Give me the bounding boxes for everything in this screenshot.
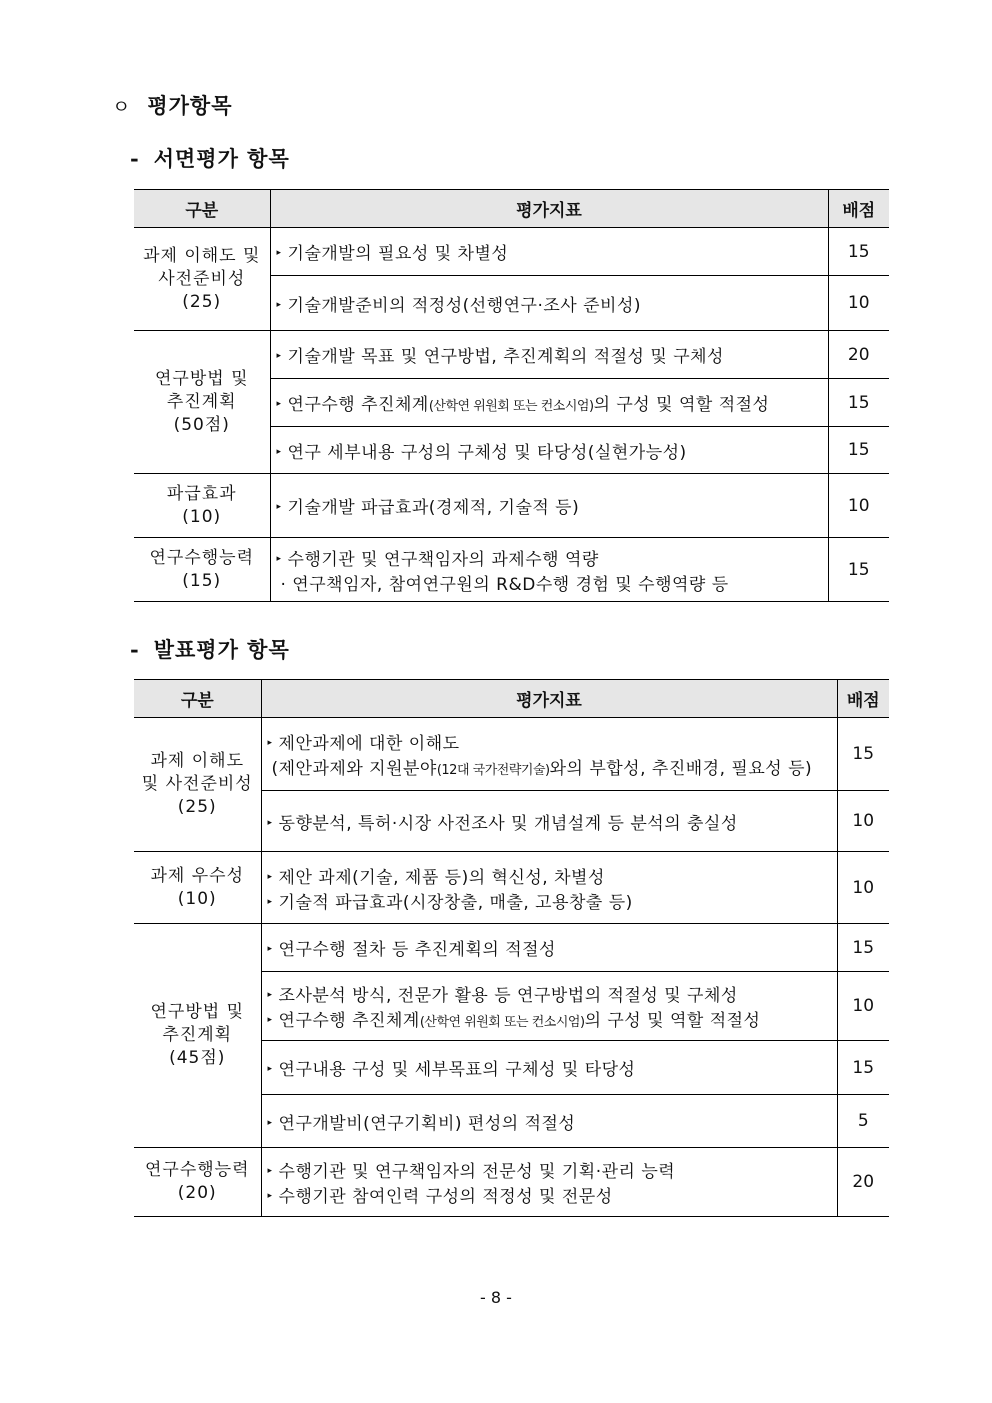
indicator-text: 기술개발 목표 및 연구방법, 추진계획의 적절성 및 구체성 [287, 347, 724, 367]
triangle-bullet-icon: ▸ [267, 1015, 273, 1025]
indicator-text: 기술개발준비의 적정성(선행연구·조사 준비성) [287, 295, 642, 316]
indicator-text: 연구내용 구성 및 세부목표의 구체성 및 타당성 [278, 1060, 636, 1080]
category-cell [134, 331, 270, 474]
category-label: 추진계획 [162, 1025, 233, 1045]
indicator-cell [270, 427, 828, 474]
table-row [134, 538, 889, 602]
indicator-line [268, 729, 836, 754]
indicator-cell [270, 276, 828, 331]
indicator-text: · 연구책임자, 참여연구원의 R&D수행 경험 및 수행역량 등 [280, 574, 729, 595]
score-cell: 10 [828, 276, 889, 331]
triangle-bullet-icon: ▸ [267, 738, 273, 748]
category-label: 연구수행능력 [144, 1160, 250, 1180]
triangle-bullet-icon: ▸ [267, 1166, 273, 1176]
indicator-text: 와의 부합성, 추진배경, 필요성 등) [549, 759, 813, 779]
category-label: (20) [177, 1183, 217, 1203]
indicator-cell [261, 1148, 837, 1217]
indicator-line [277, 438, 827, 463]
score-cell: 20 [828, 331, 889, 379]
indicator-cell [261, 1041, 837, 1095]
table-row [134, 228, 889, 276]
score-cell: 10 [837, 852, 889, 924]
category-cell [134, 228, 270, 331]
indicator-text: 연구수행 추진체계 [278, 1011, 420, 1031]
category-label: (25) [177, 797, 217, 817]
indicator-line [268, 754, 836, 779]
indicator-line [268, 1157, 836, 1182]
triangle-bullet-icon: ▸ [267, 1064, 273, 1074]
indicator-note: (산학연 위원회 또는 컨소시엄) [419, 1015, 585, 1030]
table-row [134, 924, 889, 972]
category-label: (25) [182, 291, 222, 312]
score-cell: 10 [828, 474, 889, 538]
category-label: 연구방법 및 [150, 1002, 244, 1022]
table-row [134, 474, 889, 538]
triangle-bullet-icon: ▸ [276, 502, 282, 512]
indicator-text: 연구개발비(연구기획비) 편성의 적절성 [278, 1113, 576, 1134]
score-cell: 10 [837, 791, 889, 852]
indicator-text: 수행기관 참여인력 구성의 적정성 및 전문성 [278, 1187, 613, 1207]
category-label: (15) [182, 570, 222, 591]
table-row [134, 331, 889, 379]
category-cell [134, 924, 261, 1148]
indicator-note: (산학연 위원회 또는 컨소시엄) [428, 399, 594, 414]
table-row [134, 1148, 889, 1217]
indicator-cell [261, 791, 837, 852]
indicator-cell [270, 379, 828, 427]
category-cell [134, 852, 261, 924]
table-row [134, 852, 889, 924]
triangle-bullet-icon: ▸ [276, 351, 282, 361]
triangle-bullet-icon: ▸ [276, 248, 282, 258]
indicator-text: 연구수행 추진체계 [287, 395, 429, 415]
triangle-bullet-icon: ▸ [267, 896, 273, 907]
indicator-line [277, 390, 827, 415]
indicator-line [268, 809, 836, 834]
presentation-evaluation-table [134, 679, 889, 1217]
indicator-line [268, 1182, 836, 1207]
indicator-text: 연구수행 절차 등 추진계획의 적절성 [278, 940, 556, 960]
indicator-line [277, 239, 827, 264]
indicator-text: 조사분석 방식, 전문가 활용 등 연구방법의 적절성 및 구체성 [278, 986, 738, 1006]
category-label: 과제 이해도 [150, 751, 244, 771]
score-cell: 15 [828, 427, 889, 474]
indicator-line [268, 888, 836, 913]
score-cell: 15 [837, 718, 889, 791]
indicator-cell [261, 852, 837, 924]
category-label: 연구방법 및 [154, 368, 249, 389]
indicator-text: 연구 세부내용 구성의 구체성 및 타당성(실현가능성) [287, 442, 687, 463]
indicator-line [277, 342, 827, 367]
triangle-bullet-icon: ▸ [276, 299, 282, 310]
indicator-text: 기술적 파급효과(시장창출, 매출, 고용창출 등) [278, 892, 633, 913]
indicator-note: (12대 국가전략기술) [436, 763, 550, 778]
category-label: (45점) [169, 1048, 226, 1068]
section-heading [112, 90, 233, 120]
category-label: 사전준비성 [158, 268, 246, 289]
score-cell: 20 [837, 1148, 889, 1217]
category-label: 과제 이해도 및 [143, 245, 261, 266]
indicator-line [277, 493, 827, 518]
score-cell: 15 [828, 538, 889, 602]
indicator-line [268, 1109, 836, 1134]
indicator-cell [261, 972, 837, 1041]
indicator-text: 동향분석, 특허·시장 사전조사 및 개념설계 등 분석의 충실성 [278, 813, 738, 834]
indicator-line [277, 545, 827, 570]
section-heading-title: 평가항목 [147, 93, 233, 118]
subsection-heading-presentation: - 발표평가 항목 [130, 637, 290, 662]
triangle-bullet-icon: ▸ [267, 944, 273, 954]
indicator-text: 제안 과제(기술, 제품 등)의 혁신성, 차별성 [278, 867, 605, 888]
indicator-cell [270, 538, 828, 602]
indicator-text: 의 구성 및 역할 적절성 [584, 1011, 761, 1031]
indicator-line [277, 291, 827, 316]
header-score: 배점 [837, 680, 889, 718]
indicator-text: 제안과제에 대한 이해도 [278, 734, 460, 754]
circle-bullet-icon: ㅇ [112, 96, 132, 118]
triangle-bullet-icon: ▸ [267, 1117, 273, 1128]
triangle-bullet-icon: ▸ [276, 399, 282, 409]
triangle-bullet-icon: ▸ [276, 446, 282, 457]
triangle-bullet-icon: ▸ [267, 990, 273, 1000]
indicator-text: 의 구성 및 역할 적절성 [593, 395, 770, 415]
category-cell [134, 718, 261, 852]
category-label: 추진계획 [166, 391, 237, 412]
indicator-cell [261, 924, 837, 972]
category-label: 과제 우수성 [150, 865, 244, 886]
indicator-line [277, 570, 827, 595]
indicator-text: 수행기관 및 연구책임자의 전문성 및 기획·관리 능력 [278, 1162, 676, 1182]
triangle-bullet-icon: ▸ [267, 1191, 273, 1201]
category-cell [134, 1148, 261, 1217]
score-cell: 15 [837, 1041, 889, 1095]
category-label: (10) [177, 888, 217, 909]
indicator-cell [261, 718, 837, 791]
table-row [134, 718, 889, 791]
category-label: 및 사전준비성 [141, 774, 253, 794]
indicator-line [268, 1006, 836, 1031]
written-evaluation-table [134, 189, 889, 602]
triangle-bullet-icon: ▸ [267, 871, 273, 882]
score-cell: 5 [837, 1095, 889, 1148]
subsection-heading-written: - 서면평가 항목 [130, 146, 290, 171]
triangle-bullet-icon: ▸ [276, 553, 282, 564]
category-cell [134, 474, 270, 538]
indicator-text: 기술개발의 필요성 및 차별성 [287, 244, 509, 264]
score-cell: 15 [837, 924, 889, 972]
category-label: 연구수행능력 [149, 547, 255, 568]
category-label: 파급효과 [166, 483, 237, 504]
header-indicator: 평가지표 [270, 190, 828, 228]
category-cell [134, 538, 270, 602]
header-score: 배점 [828, 190, 889, 228]
indicator-line [268, 863, 836, 888]
header-category: 구분 [134, 190, 270, 228]
indicator-cell [261, 1095, 837, 1148]
indicator-text: 기술개발 파급효과(경제적, 기술적 등) [287, 498, 580, 518]
indicator-text: (제안과제와 지원분야 [271, 759, 437, 779]
indicator-cell [270, 474, 828, 538]
header-indicator: 평가지표 [261, 680, 837, 718]
header-category: 구분 [134, 680, 261, 718]
indicator-cell [270, 228, 828, 276]
indicator-line [268, 981, 836, 1006]
page-number: - 8 - [480, 1288, 512, 1307]
indicator-text: 수행기관 및 연구책임자의 과제수행 역량 [287, 549, 599, 570]
category-label: (10) [182, 506, 222, 527]
indicator-line [268, 935, 836, 960]
score-cell: 10 [837, 972, 889, 1041]
score-cell: 15 [828, 379, 889, 427]
subsection-title: 발표평가 항목 [153, 637, 290, 662]
indicator-cell [270, 331, 828, 379]
score-cell: 15 [828, 228, 889, 276]
triangle-bullet-icon: ▸ [267, 817, 273, 828]
indicator-line [268, 1055, 836, 1080]
category-label: (50점) [173, 414, 230, 435]
subsection-title: 서면평가 항목 [153, 146, 290, 171]
